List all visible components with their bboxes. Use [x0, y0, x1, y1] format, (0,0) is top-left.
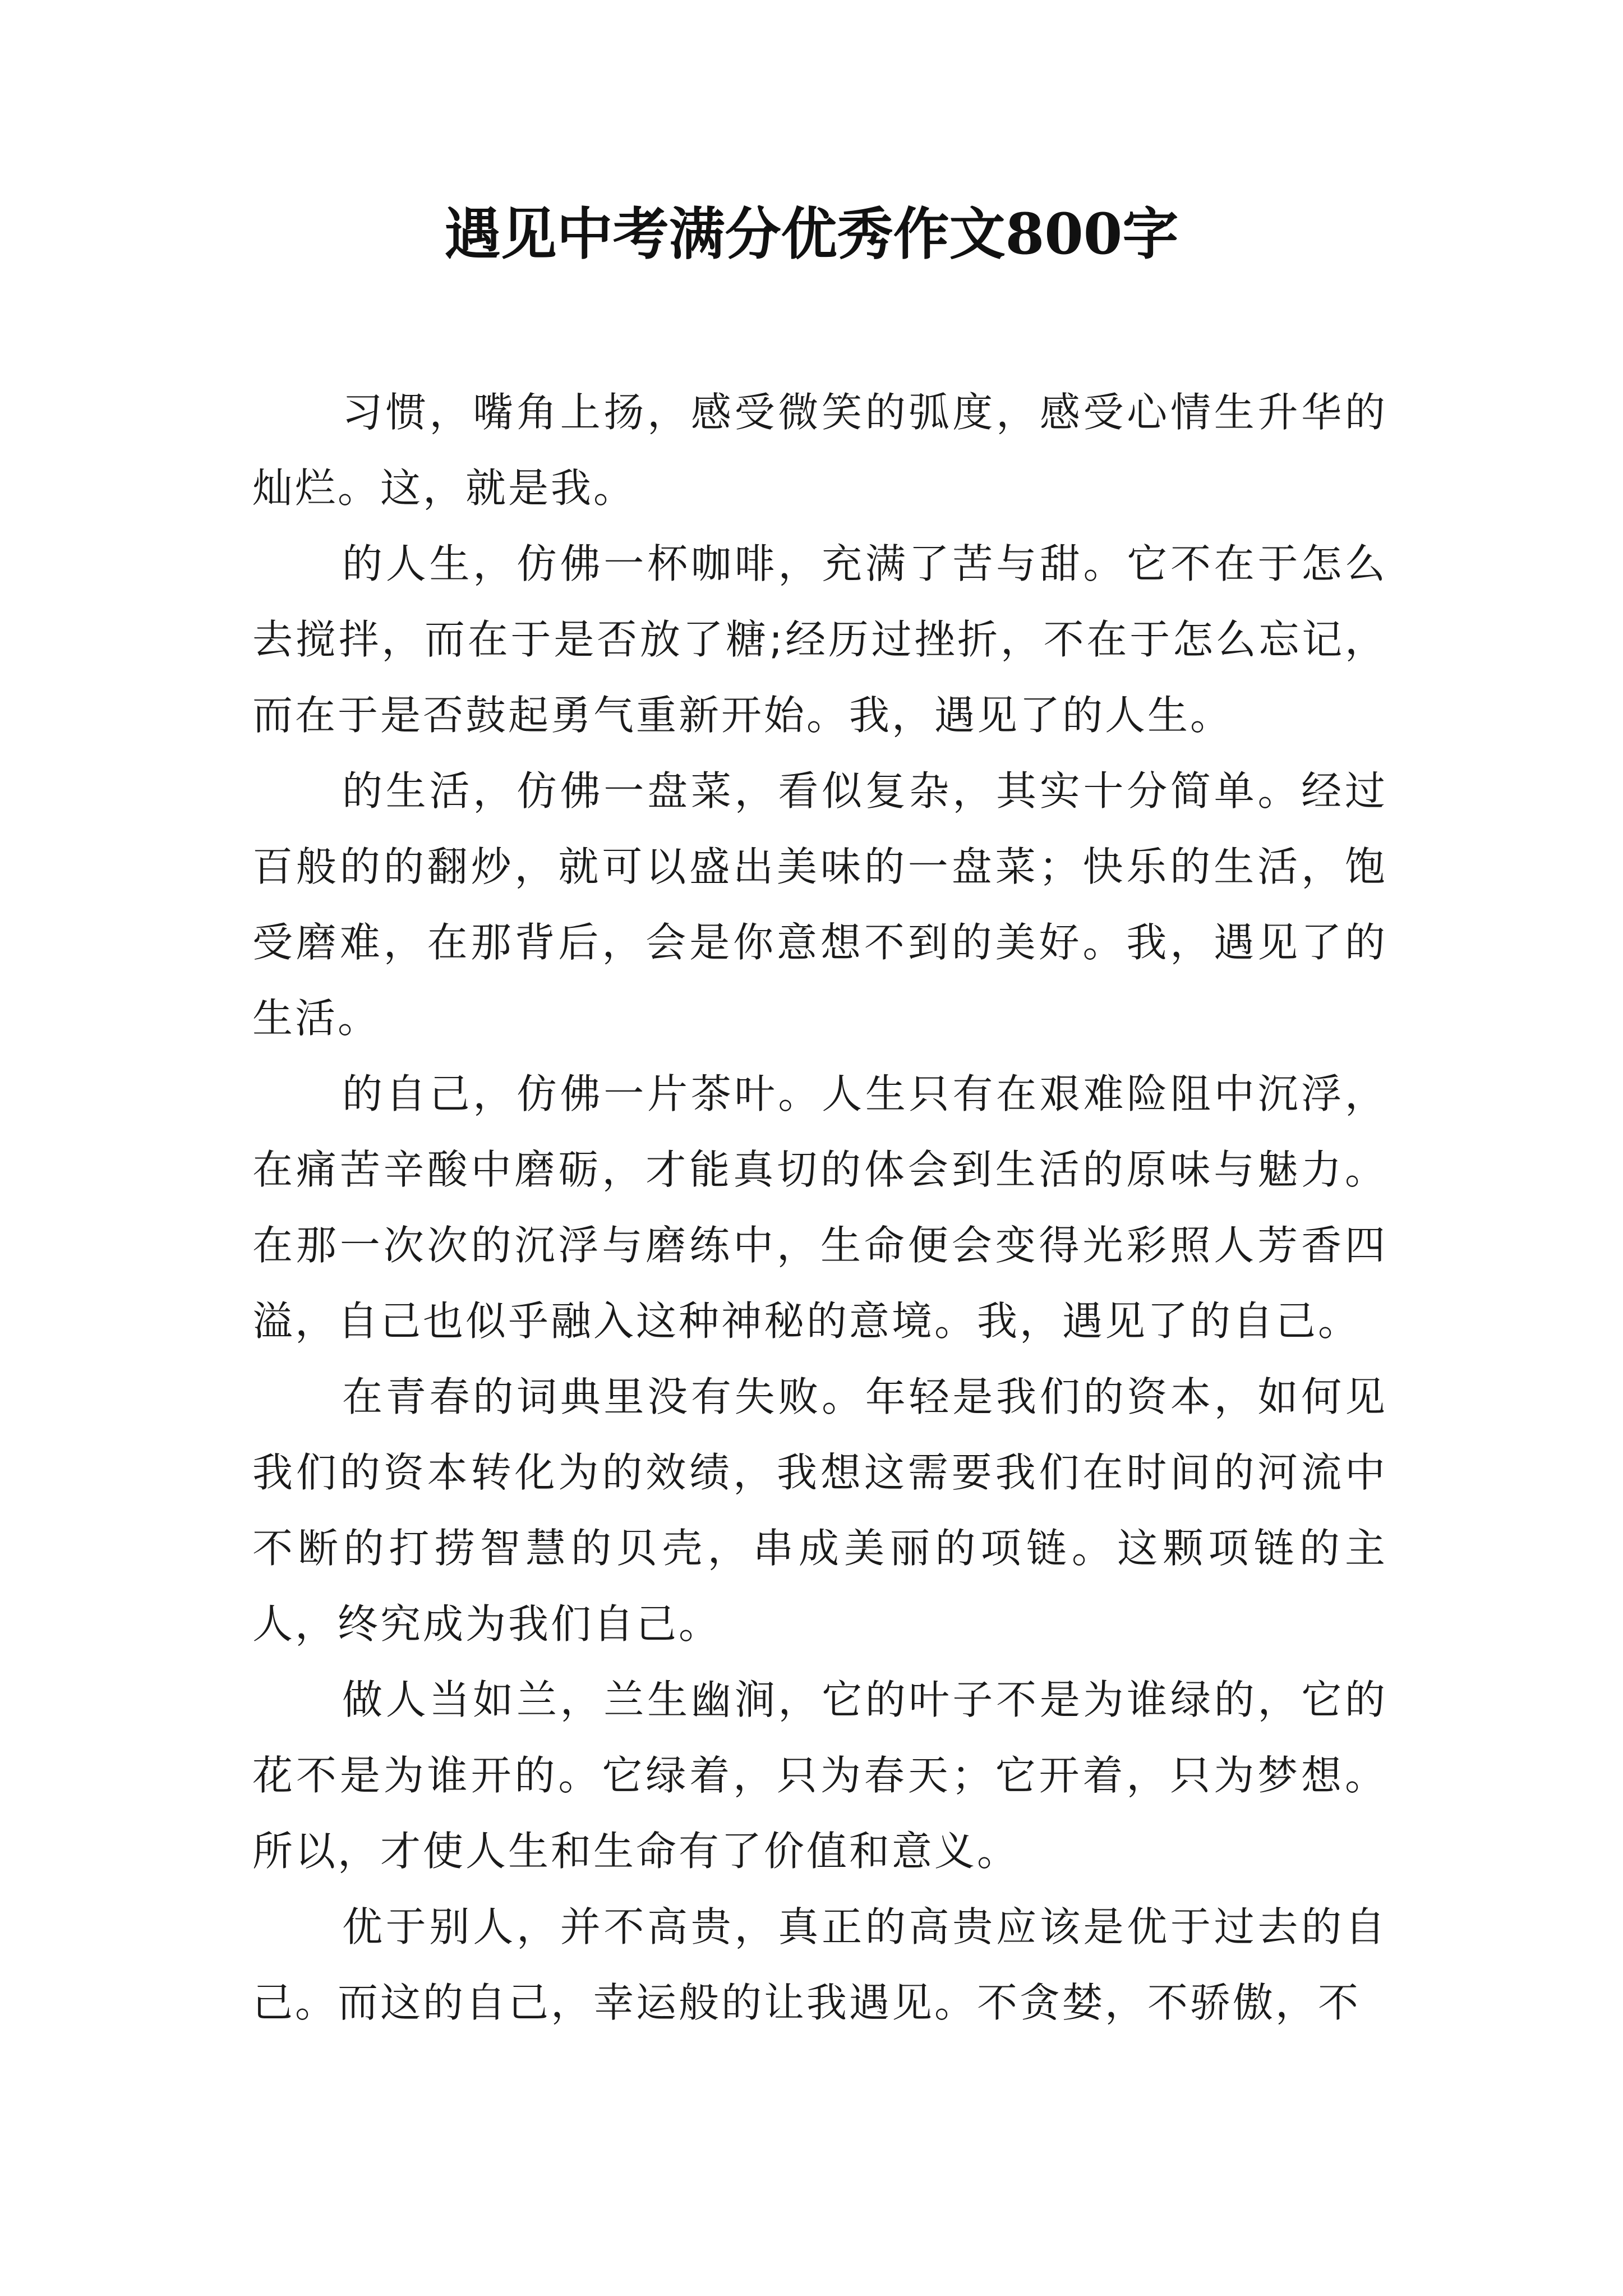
document-body: [252, 375, 1387, 2041]
paragraph: 做人当如兰，兰生幽涧，它的叶子不是为谁绿的，它的花不是为谁开的。它绿着，只为春天；它开着，只为梦想。所以，才使人生和生命有了价值和意义。: [252, 1676, 1387, 1875]
document-title: 遇见中考满分优秀作文800字: [444, 201, 1179, 267]
paragraph: 优于别人，并不高贵，真正的高贵应该是优于过去的自己。而这的自己，幸运般的让我遇见。不贪婪，不骄傲，不: [252, 1903, 1387, 2026]
paragraph: 的生活，仿佛一盘菜，看似复杂，其实十分简单。经过百般的的翻炒，就可以盛出美味的一盘菜；快乐的生活，饱受磨难，在那背后，会是你意想不到的美好。我，遇见了的生活。: [252, 767, 1387, 1042]
paragraph: 的人生，仿佛一杯咖啡，充满了苦与甜。它不在于怎么去搅拌，而在于是否放了糖;经历过挫折，不在于怎么忘记，而在于是否鼓起勇气重新开始。我，遇见了的人生。: [252, 540, 1387, 739]
paragraph: 在青春的词典里没有失败。年轻是我们的资本，如何见我们的资本转化为的效绩，我想这需要我们在时间的河流中不断的打捞智慧的贝壳，串成美丽的项链。这颗项链的主人，终究成为我们自己。: [252, 1373, 1387, 1648]
paragraph: 习惯，嘴角上扬，感受微笑的弧度，感受心情生升华的灿烂。这，就是我。: [252, 389, 1387, 512]
paragraph: 的自己，仿佛一片茶叶。人生只有在艰难险阻中沉浮，在痛苦辛酸中磨砺，才能真切的体会到生活的原味与魅力。在那一次次的沉浮与磨练中，生命便会变得光彩照人芳香四溢，自己也似乎融入这种神秘的意境。我，遇见了的自己。: [252, 1070, 1387, 1345]
